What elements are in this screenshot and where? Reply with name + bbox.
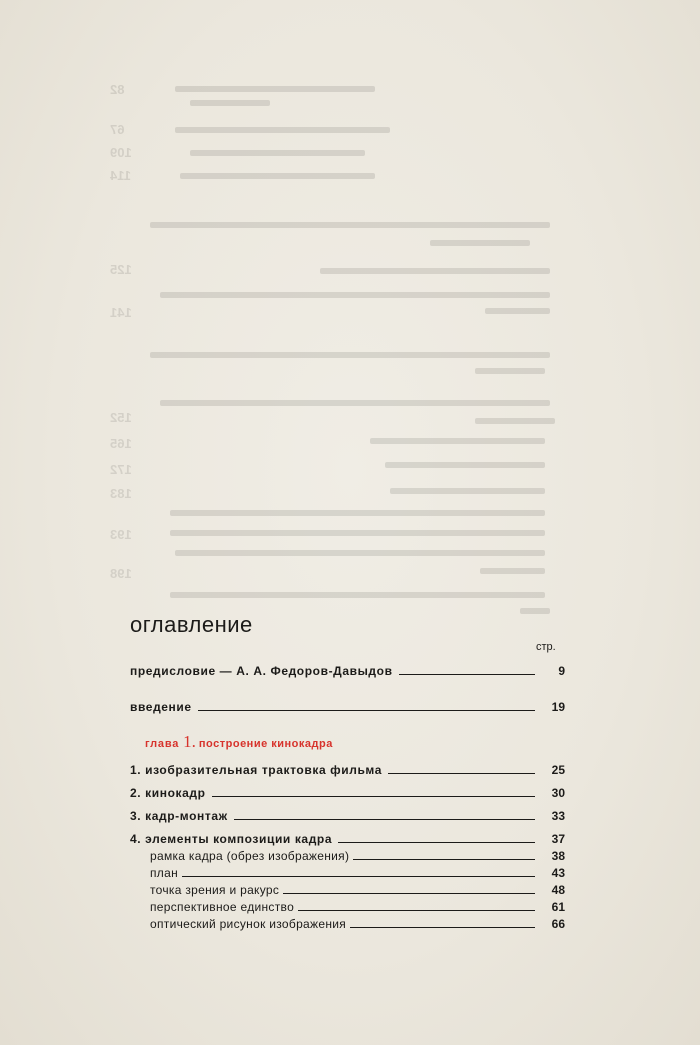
- chapter-title: построение кинокадра: [198, 738, 333, 750]
- toc-entry-page: 61: [551, 900, 565, 914]
- toc-entry-label: точка зрения и ракурс: [150, 883, 280, 897]
- toc-entry-label: 1. изобразительная трактовка фильма: [130, 763, 383, 777]
- toc-entry-label: рамка кадра (обрез изображения): [150, 849, 350, 863]
- toc-entry-label: введение: [130, 700, 192, 714]
- chapter-heading: [145, 732, 333, 752]
- toc-entry-page: 33: [551, 809, 565, 823]
- dot-leader: [338, 842, 535, 843]
- toc-entry-page: 37: [551, 832, 565, 846]
- toc-entry-subsection: [150, 879, 565, 897]
- toc-entry-label: 4. элементы композиции кадра: [130, 832, 333, 846]
- toc-entry-subsection: [150, 862, 565, 880]
- toc-entry-page: 25: [551, 763, 565, 777]
- toc-entry-label: 3. кадр-монтаж: [130, 809, 228, 823]
- toc-entry-page: 30: [551, 786, 565, 800]
- toc-entry-introduction: [130, 696, 565, 714]
- toc-entry-section-2: [130, 782, 565, 800]
- dot-leader: [353, 859, 535, 860]
- dot-leader: [198, 710, 535, 711]
- toc-title: оглавление: [130, 612, 253, 637]
- toc-entry-page: 19: [551, 700, 565, 714]
- dot-leader: [388, 773, 535, 774]
- toc-entry-page: 9: [558, 664, 565, 678]
- chapter-number: 1.: [183, 732, 196, 751]
- toc-entry-label: оптический рисунок изображения: [150, 917, 347, 931]
- toc-entry-preface: [130, 660, 565, 678]
- dot-leader: [212, 796, 535, 797]
- toc-entry-section-3: [130, 805, 565, 823]
- toc-entry-section-4: [130, 828, 565, 846]
- toc-entry-label: план: [150, 866, 179, 880]
- toc-entry-subsection: [150, 913, 565, 931]
- toc-entry-subsection: [150, 896, 565, 914]
- toc-entry-section-1: [130, 759, 565, 777]
- dot-leader: [399, 674, 535, 675]
- dot-leader: [350, 927, 535, 928]
- page-column-label: стр.: [536, 641, 556, 653]
- dot-leader: [182, 876, 535, 877]
- dot-leader: [234, 819, 535, 820]
- toc-entry-page: 43: [551, 866, 565, 880]
- chapter-word: глава: [145, 738, 180, 750]
- toc-entry-page: 66: [551, 917, 565, 931]
- dot-leader: [283, 893, 535, 894]
- dot-leader: [298, 910, 535, 911]
- toc-entry-label: перспективное единство: [150, 900, 295, 914]
- toc-entry-label: предисловие — А. А. Федоров-Давыдов: [130, 664, 393, 678]
- toc-entry-page: 48: [551, 883, 565, 897]
- bleed-through-text: 82 67 109 114 125 141 152 165 172 183 193 198: [0, 0, 700, 1045]
- toc-entry-subsection: [150, 845, 565, 863]
- toc-entry-page: 38: [551, 849, 565, 863]
- toc-entry-label: 2. кинокадр: [130, 786, 206, 800]
